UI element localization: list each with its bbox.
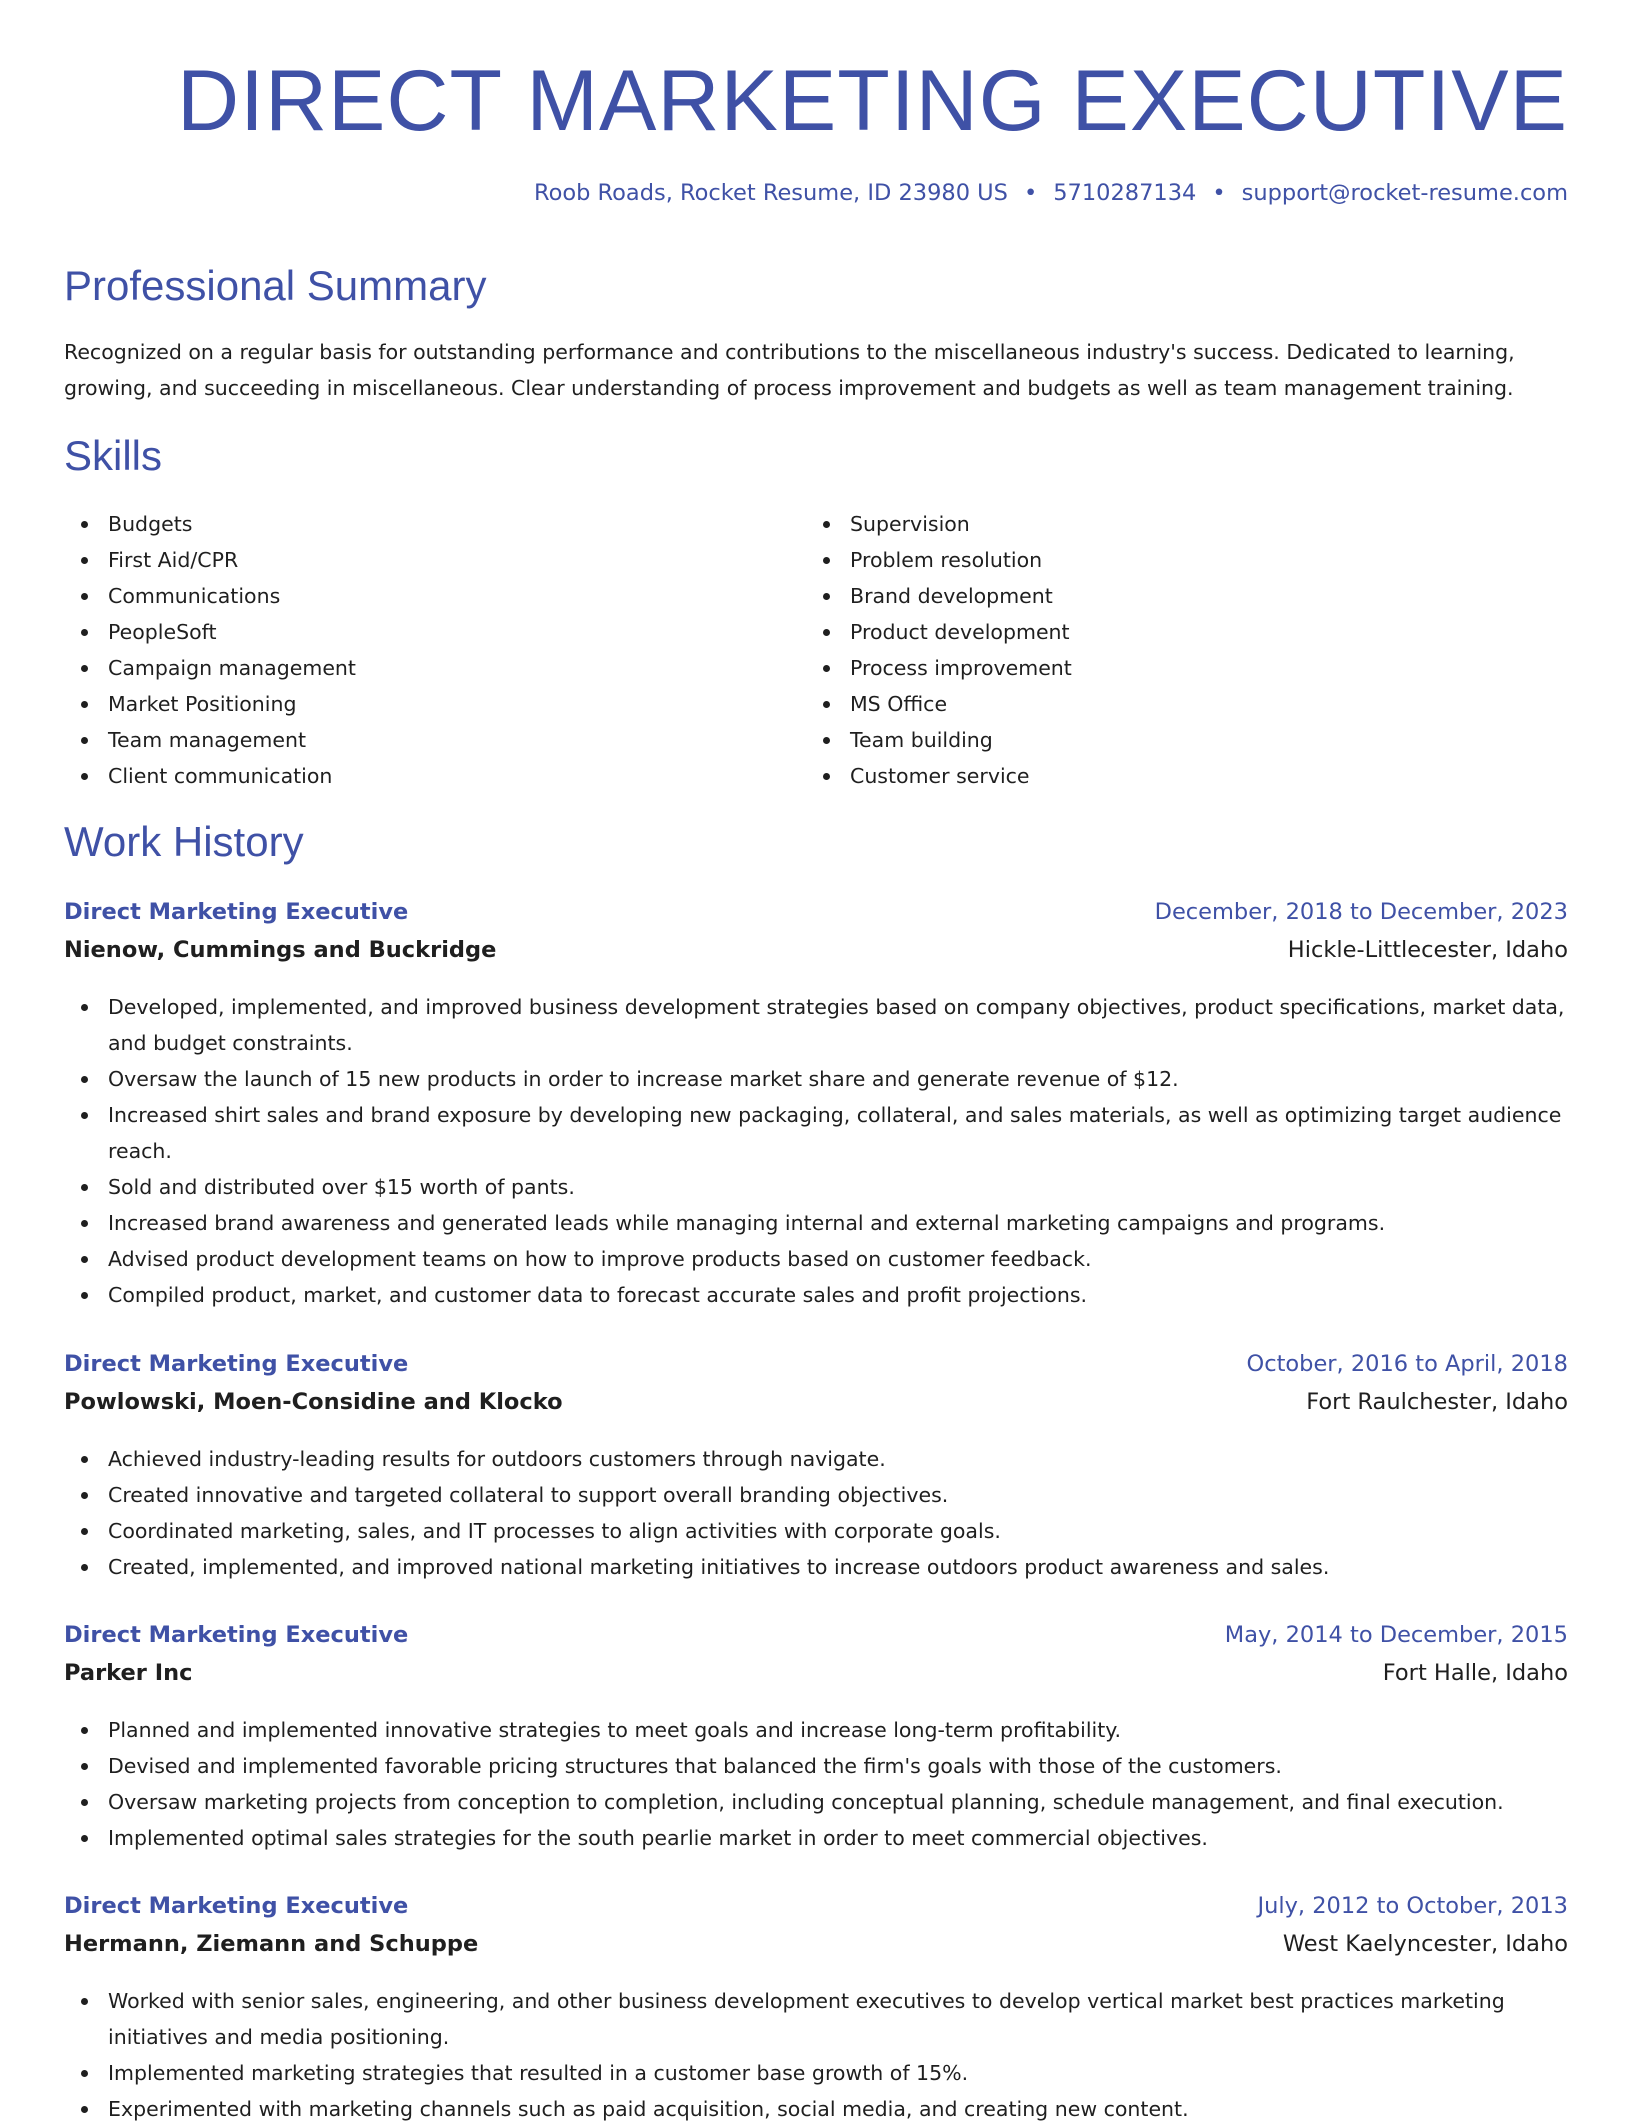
contact-address: Roob Roads, Rocket Resume, ID 23980 US [533, 180, 1008, 206]
job-bullet: Planned and implemented innovative strategies to meet goals and increase long-term profitability. [64, 1712, 1568, 1748]
skill-item: Budgets [64, 506, 804, 542]
skill-item: Team building [806, 722, 1546, 758]
job-company: Hermann, Ziemann and Schuppe [64, 1931, 479, 1957]
job-role: Direct Marketing Executive [64, 1351, 409, 1377]
job-bullet: Sold and distributed over $15 worth of pants. [64, 1169, 1568, 1205]
skill-item: Campaign management [64, 650, 804, 686]
resume-title: DIRECT MARKETING EXECUTIVE [176, 53, 1568, 149]
job-bullet: Increased shirt sales and brand exposure by developing new packaging, collateral, and sales materials, as well as optimizing target audience reach. [64, 1097, 1568, 1169]
job-dates: July, 2012 to October, 2013 [1257, 1893, 1568, 1919]
job-dates: October, 2016 to April, 2018 [1246, 1351, 1568, 1377]
job-bullet: Oversaw marketing projects from conception to completion, including conceptual planning, schedule management, and final execution. [64, 1784, 1568, 1820]
job-bullet: Worked with senior sales, engineering, and other business development executives to develop vertical market best practices marketing initiatives and media positioning. [64, 1983, 1568, 2055]
job-bullet: Experimented with marketing channels such as paid acquisition, social media, and creating new content. [64, 2091, 1568, 2127]
summary-heading: Professional Summary [64, 262, 487, 309]
job-bullet: Devised and implemented favorable pricing structures that balanced the firm's goals with those of the customers. [64, 1748, 1568, 1784]
job-location: Hickle-Littlecester, Idaho [1287, 937, 1568, 963]
job-bullet: Compiled product, market, and customer data to forecast accurate sales and profit projections. [64, 1277, 1568, 1313]
contact-phone: 5710287134 [1053, 180, 1197, 206]
skills-list-right [806, 506, 1546, 794]
job-role: Direct Marketing Executive [64, 1893, 409, 1919]
job-dates: December, 2018 to December, 2023 [1154, 899, 1568, 925]
contact-line [534, 180, 1568, 206]
job-bullets [64, 1441, 1568, 1585]
skill-item: MS Office [806, 686, 1546, 722]
job-role: Direct Marketing Executive [64, 1622, 409, 1648]
skill-item: Client communication [64, 758, 804, 794]
job-location: Fort Raulchester, Idaho [1306, 1389, 1568, 1415]
job-location: Fort Halle, Idaho [1382, 1660, 1568, 1686]
skill-item: Brand development [806, 578, 1546, 614]
job-bullet: Implemented marketing strategies that resulted in a customer base growth of 15%. [64, 2055, 1568, 2091]
job-bullets [64, 1983, 1568, 2127]
job-company: Powlowski, Moen-Considine and Klocko [64, 1389, 563, 1415]
job-bullet: Implemented optimal sales strategies for the south pearlie market in order to meet commercial objectives. [64, 1820, 1568, 1856]
job-bullet: Created, implemented, and improved national marketing initiatives to increase outdoors product awareness and sales. [64, 1549, 1568, 1585]
skill-item: Problem resolution [806, 542, 1546, 578]
skill-item: PeopleSoft [64, 614, 804, 650]
skill-item: Customer service [806, 758, 1546, 794]
skills-list-left [64, 506, 804, 794]
job-bullet: Oversaw the launch of 15 new products in order to increase market share and generate revenue of $12. [64, 1061, 1568, 1097]
job-bullets [64, 1712, 1568, 1856]
job-bullet: Coordinated marketing, sales, and IT processes to align activities with corporate goals. [64, 1513, 1568, 1549]
job-dates: May, 2014 to December, 2015 [1224, 1622, 1568, 1648]
skill-item: Communications [64, 578, 804, 614]
job-role: Direct Marketing Executive [64, 899, 409, 925]
job-bullet: Increased brand awareness and generated leads while managing internal and external marketing campaigns and programs. [64, 1205, 1568, 1241]
job-company: Nienow, Cummings and Buckridge [64, 937, 497, 963]
skill-item: Team management [64, 722, 804, 758]
skill-item: Product development [806, 614, 1546, 650]
skills-heading: Skills [64, 432, 163, 479]
contact-separator: • [1212, 180, 1226, 206]
job-company: Parker Inc [64, 1660, 193, 1686]
job-location: West Kaelyncester, Idaho [1282, 1931, 1568, 1957]
job-bullet: Created innovative and targeted collateral to support overall branding objectives. [64, 1477, 1568, 1513]
skill-item: Market Positioning [64, 686, 804, 722]
job-bullet: Advised product development teams on how to improve products based on customer feedback. [64, 1241, 1568, 1277]
skill-item: Process improvement [806, 650, 1546, 686]
summary-text: Recognized on a regular basis for outstanding performance and contributions to the miscellaneous industry's success. Dedicated to learning, growing, and succeeding in miscellaneous. Clear understanding of process improvement and budgets as well as team management training. [64, 340, 1515, 400]
job-bullet: Achieved industry-leading results for outdoors customers through navigate. [64, 1441, 1568, 1477]
contact-email[interactable]: support@rocket-resume.com [1241, 180, 1568, 206]
job-bullet: Developed, implemented, and improved business development strategies based on company objectives, product specifications, market data, and budget constraints. [64, 989, 1568, 1061]
job-bullets [64, 989, 1568, 1313]
skill-item: First Aid/CPR [64, 542, 804, 578]
skill-item: Supervision [806, 506, 1546, 542]
work-history-heading: Work History [64, 818, 304, 865]
contact-separator: • [1023, 180, 1038, 206]
